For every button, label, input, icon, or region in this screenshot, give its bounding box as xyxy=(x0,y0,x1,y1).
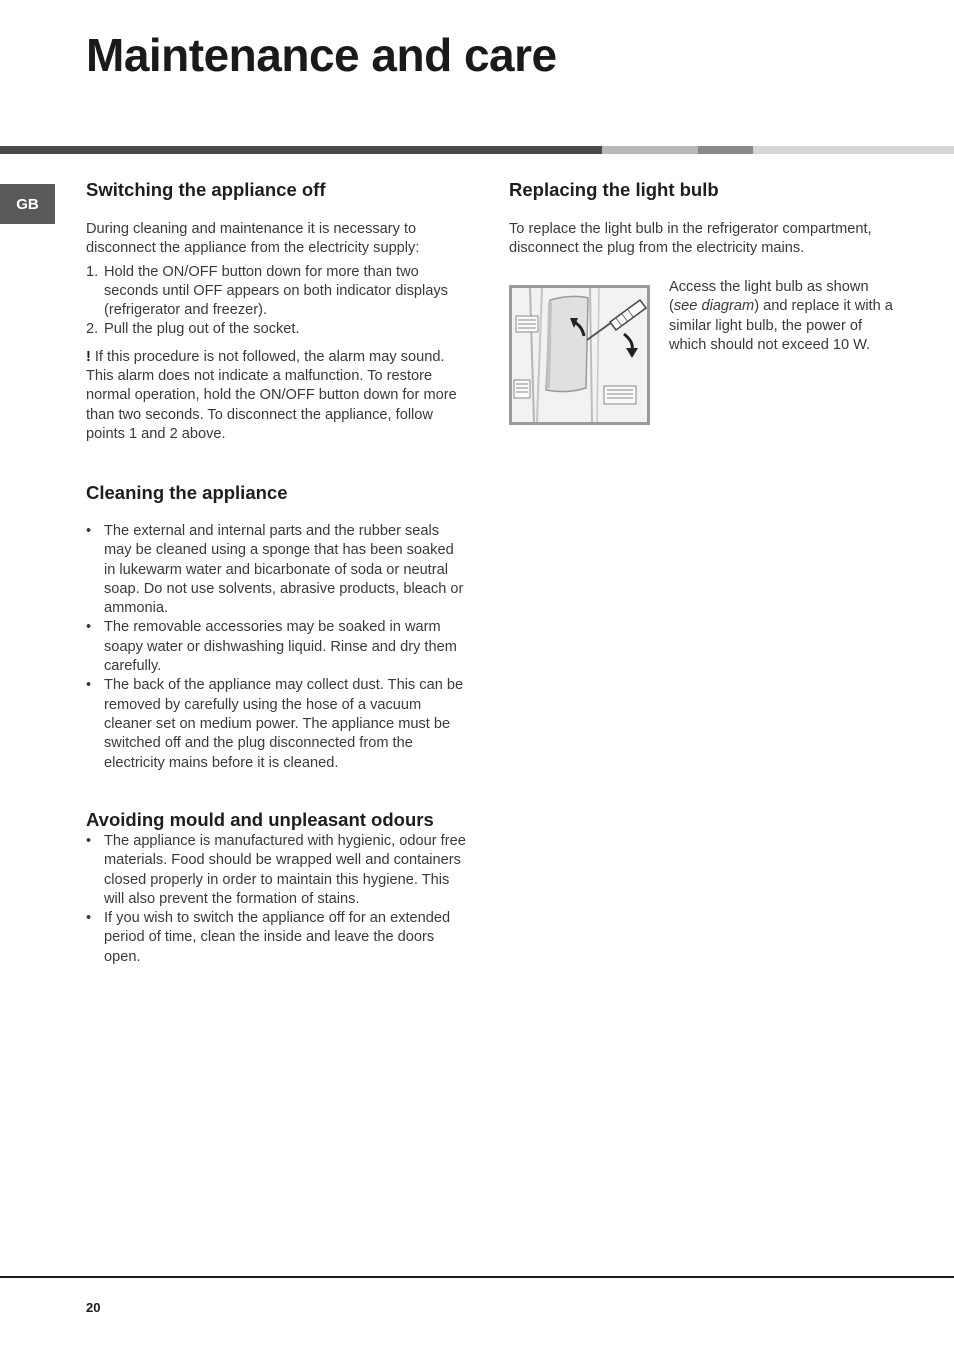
bullet-icon: • xyxy=(86,833,92,849)
list-item xyxy=(86,320,466,339)
section-heading: Avoiding mould and unpleasant odours xyxy=(86,809,434,830)
section-intro: During cleaning and maintenance it is necessary to disconnect the appliance from the electricity supply: xyxy=(86,221,420,257)
section-heading: Switching the appliance off xyxy=(86,179,326,200)
mould-list xyxy=(86,832,466,967)
bullet-icon: • xyxy=(86,677,92,694)
step-text: Hold the ON/OFF button down for more than two seconds until OFF appears on both indicator displays (refrigerator and freezer). xyxy=(104,263,448,319)
list-item xyxy=(86,832,466,909)
steps-list xyxy=(86,263,466,340)
page-title: Maintenance and care xyxy=(86,29,557,81)
step-number: 2. xyxy=(86,321,99,338)
section-intro: To replace the light bulb in the refrigerator compartment, disconnect the plug from the electricity mains. xyxy=(509,221,872,257)
warning-text: If this procedure is not followed, the alarm may sound. This alarm does not indicate a malfunction. To restore normal operation, hold the ON/OFF button down for more than two seconds. To disconnect the appliance, follow points 1 and 2 above. xyxy=(86,348,457,442)
list-item xyxy=(86,263,466,321)
list-item-text: The appliance is manufactured with hygienic, odour free materials. Food should be wrapped well and containers closed properly in order to maintain this hygiene. This will also prevent the formation of stains. xyxy=(104,833,466,907)
warning-note xyxy=(86,348,466,444)
right-column xyxy=(509,178,893,353)
rule-segment-mid xyxy=(698,146,753,154)
rule-segment-dark xyxy=(0,146,602,154)
step-number: 1. xyxy=(86,263,99,280)
section-heading: Replacing the light bulb xyxy=(509,179,719,200)
list-item xyxy=(86,909,466,967)
list-item-text: If you wish to switch the appliance off for an extended period of time, clean the inside and leave the doors open. xyxy=(104,910,451,965)
list-item-text: The back of the appliance may collect dust. This can be removed by carefully using the hose of a vacuum cleaner set on medium power. The appliance must be switched off and the plug disconnected from the electricity mains before it is cleaned. xyxy=(104,677,464,771)
light-bulb-diagram xyxy=(509,285,650,425)
cleaning-list xyxy=(86,522,466,773)
bullet-icon: • xyxy=(86,523,92,539)
bullet-icon: • xyxy=(86,619,92,636)
bullet-icon: • xyxy=(86,910,92,927)
page-number: 20 xyxy=(86,1300,101,1315)
figure-caption-text xyxy=(669,278,894,355)
caption-italic: see diagram xyxy=(673,298,755,315)
rule-segment-pale xyxy=(753,146,954,154)
list-item xyxy=(86,676,466,772)
language-tab: GB xyxy=(0,184,55,224)
list-item xyxy=(86,618,466,676)
section-mould xyxy=(86,808,466,967)
rule-segment-light xyxy=(602,146,698,154)
list-item-text: The removable accessories may be soaked in warm soapy water or dishwashing liquid. Rinse and dry them carefully. xyxy=(104,619,457,675)
section-heading: Cleaning the appliance xyxy=(86,482,288,503)
header-rule-bar xyxy=(0,146,954,154)
section-cleaning xyxy=(86,481,466,773)
warning-icon: ! xyxy=(86,348,91,365)
light-bulb-diagram-illustration xyxy=(512,288,647,422)
step-text: Pull the plug out of the socket. xyxy=(104,321,300,338)
section-switching-off xyxy=(86,178,466,444)
caption-part: ) and replace it with a similar light bulb, the power of which should not exceed 10 W. xyxy=(669,298,893,353)
caption-part: Access the light bulb as shown ( xyxy=(669,279,869,315)
footer-rule xyxy=(0,1276,954,1278)
list-item-text: The external and internal parts and the rubber seals may be cleaned using a sponge that has been soaked in lukewarm water and bicarbonate of soda or neutral soap. Do not use solvents, abrasive products, bleach or ammonia. xyxy=(104,523,464,617)
list-item xyxy=(86,522,466,618)
